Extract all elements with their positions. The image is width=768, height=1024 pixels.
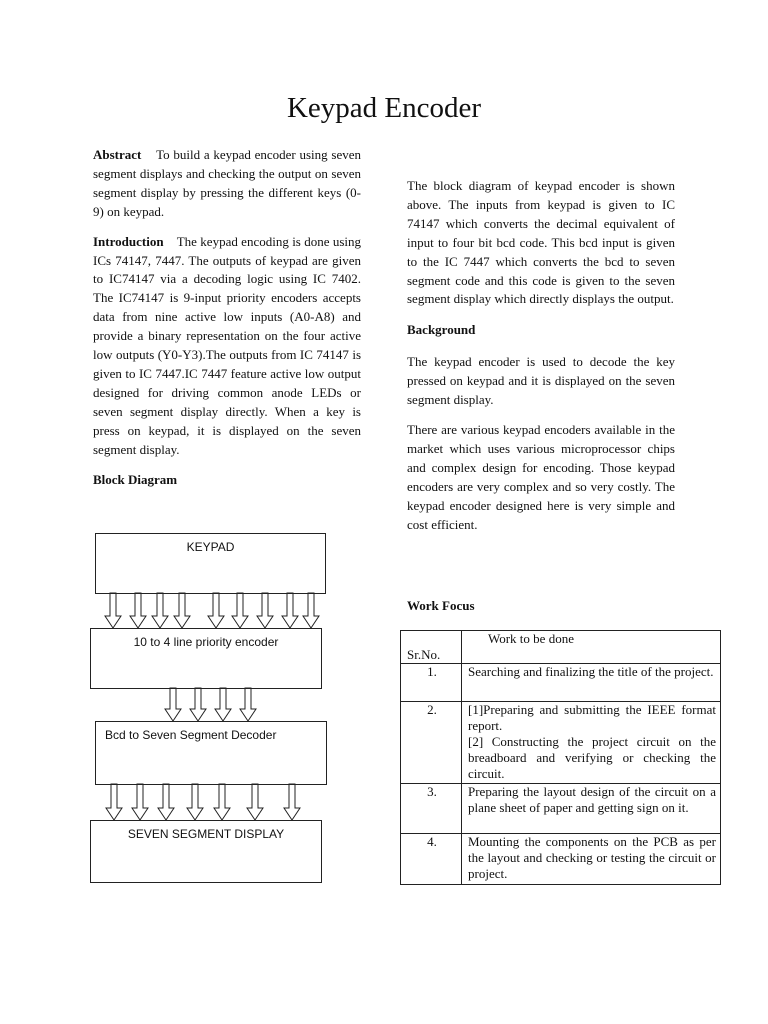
row-number: 4.: [401, 834, 462, 885]
abstract-paragraph: [93, 146, 361, 222]
header-srno: [401, 631, 462, 664]
row-text-line-1: [1]Preparing and submitting the IEEE format report.: [468, 702, 716, 733]
introduction-text: The keypad encoding is done using ICs 74147, 7447. The outputs of keypad are given to IC74147 via a decoding logic using IC 7402. The IC74147 is 9-input priority encoders accepts data from nine active low inputs (A0-A8) and provide a binary representation on the four active low outputs (Y0-Y3).The outputs from IC 74147 is given to IC 7447.IC 7447 feature active low output designed for driving common anode LEDs or seven segment display directly. When a key is press on keypad, it is displayed on the seven segment display.: [93, 233, 362, 457]
introduction-label: Introduction: [93, 233, 164, 249]
header-work: [462, 631, 721, 664]
table-row: [401, 702, 721, 784]
page-title: Keypad Encoder: [286, 92, 482, 124]
flow-arrow: [132, 784, 148, 820]
background-paragraph-1: The keypad encoder is used to decode the key pressed on keypad and it is displayed on the seven segment display.: [407, 354, 675, 408]
row-text: Preparing the layout design of the circuit on a plane sheet of paper and getting sign on it.: [462, 784, 721, 834]
flow-arrow: [214, 784, 230, 820]
bcd-decoder-label: Bcd to Seven Segment Decoder: [105, 728, 277, 742]
background-paragraph-2: There are various keypad encoders available in the market which uses various microprocessor chips and complex design for encoding. Those keypad encoders are very complex and so very costly. The keypad encoder designed here is very simple and cost efficient.: [407, 421, 675, 532]
block-diagram: [88, 530, 333, 890]
flow-arrow: [208, 593, 224, 628]
flow-arrow: [152, 593, 168, 628]
row-text-line-2: [2] Constructing the project circuit on the breadboard and verifying or checking the circuit.: [468, 734, 716, 781]
block-diagram-description: The block diagram of keypad encoder is shown above. The inputs from keypad is given to IC 74147 which converts the decimal equivalent of input to four bit bcd code. This bcd input is given to the IC 7447 which converts the bcd to seven segment code and this code is given to the seven segment display which directly displays the output.: [407, 178, 675, 307]
abstract-label: Abstract: [93, 147, 142, 162]
flow-arrow: [158, 784, 174, 820]
row-number: 3.: [401, 784, 462, 834]
flow-arrow: [105, 593, 121, 628]
table-row: [401, 834, 721, 885]
table-header-row: [401, 631, 721, 664]
header-work-text: Work to be done: [488, 631, 574, 646]
flow-arrow: [190, 688, 206, 721]
introduction-paragraph: [93, 233, 361, 460]
flow-arrow: [165, 688, 181, 721]
flow-arrow: [303, 593, 319, 628]
work-focus-heading: Work Focus: [407, 598, 475, 613]
row-text: [462, 702, 721, 784]
row-text: Mounting the components on the PCB as per the layout and checking or testing the circuit or project.: [462, 834, 721, 885]
work-focus-table: [400, 630, 721, 885]
flow-arrow: [282, 593, 298, 628]
left-column: [93, 146, 361, 500]
flow-arrow: [130, 593, 146, 628]
abstract-text: To build a keypad encoder using seven segment displays and checking the output on seven segment display by pressing the different keys (0-9) on keypad.: [93, 147, 362, 219]
flow-arrow: [232, 593, 248, 628]
row-number: 1.: [401, 664, 462, 702]
priority-encoder-label: 10 to 4 line priority encoder: [133, 635, 279, 649]
table-row: [401, 664, 721, 702]
header-srno-text: Sr.No.: [407, 647, 441, 662]
flow-arrow: [174, 593, 190, 628]
flow-arrow: [257, 593, 273, 628]
right-column: [407, 177, 675, 545]
diagram-arrows: [88, 530, 333, 890]
flow-arrow: [240, 688, 256, 721]
flow-arrow: [247, 784, 263, 820]
flow-arrow: [106, 784, 122, 820]
flow-arrow: [187, 784, 203, 820]
table-row: [401, 784, 721, 834]
block-diagram-heading: Block Diagram: [93, 471, 178, 487]
row-text: Searching and finalizing the title of the project.: [462, 664, 721, 702]
flow-arrow: [215, 688, 231, 721]
row-number: 2.: [401, 702, 462, 784]
seven-segment-display-label: SEVEN SEGMENT DISPLAY: [127, 827, 285, 841]
flow-arrow: [284, 784, 300, 820]
keypad-label: KEYPAD: [186, 540, 235, 554]
background-heading: Background: [407, 322, 476, 338]
